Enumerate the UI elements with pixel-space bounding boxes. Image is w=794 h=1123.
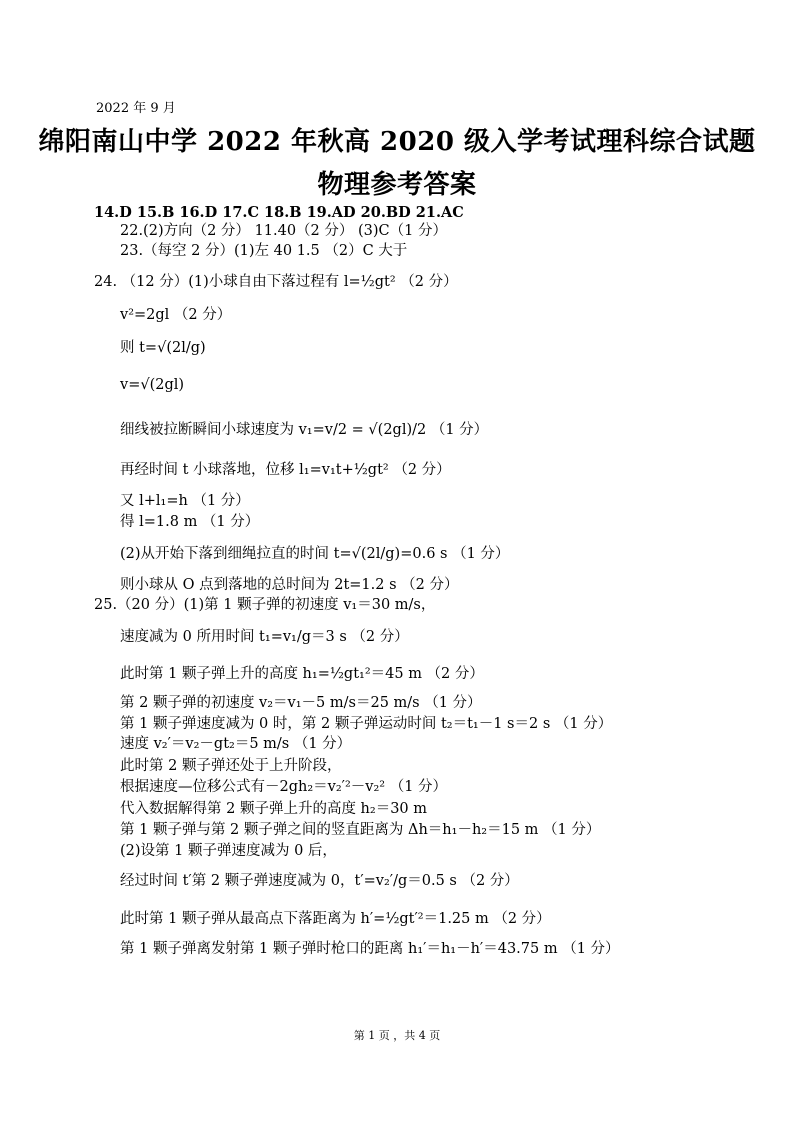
q25-line: 第 1 颗子弹速度减为 0 时，第 2 颗子弹运动时间 t₂＝t₁－1 s＝2 s （1 分）	[120, 716, 613, 732]
exam-title: 绵阳南山中学 2022 年秋高 2020 级入学考试理科综合试题	[38, 127, 756, 157]
q25-line: (2)设第 1 颗子弹速度减为 0 后，	[120, 843, 337, 859]
q25-line: 速度 v₂′＝v₂－gt₂＝5 m/s （1 分）	[120, 736, 352, 752]
q24-line: 细线被拉断瞬间小球速度为 v₁=v/2 = √(2gl)/2 （1 分）	[120, 422, 489, 438]
q25-line: 速度减为 0 所用时间 t₁=v₁/g＝3 s （2 分）	[120, 629, 409, 645]
q25-line: 此时第 1 颗子弹从最高点下落距离为 h′=½gt′²＝1.25 m （2 分）	[120, 911, 551, 927]
exam-date: 2022 年 9 月	[96, 101, 176, 116]
q24-line: (2)从开始下落到细绳拉直的时间 t=√(2l/g)=0.6 s （1 分）	[120, 546, 510, 562]
q24-line: 再经时间 t 小球落地，位移 l₁=v₁t+½gt² （2 分）	[120, 462, 451, 478]
q24-line: 得 l=1.8 m （1 分）	[120, 514, 260, 530]
q24-line: v=√(2gl)	[120, 377, 185, 393]
q25-line: 此时第 2 颗子弹还处于上升阶段，	[120, 758, 342, 774]
page-number: 第 1 页 ，共 4 页	[353, 1029, 441, 1042]
q25-line: 第 1 颗子弹离发射第 1 颗子弹时枪口的距离 h₁′＝h₁－h′＝43.75 m （1 分）	[120, 941, 620, 957]
q24-line: 则 t=√(2l/g)	[120, 340, 206, 356]
q25-line: 25.（20 分）(1)第 1 颗子弹的初速度 v₁＝30 m/s，	[94, 597, 436, 613]
q25-line: 代入数据解得第 2 颗子弹上升的高度 h₂＝30 m	[120, 801, 428, 817]
q25-line: 第 1 颗子弹与第 2 颗子弹之间的竖直距离为 Δh＝h₁－h₂＝15 m （1 分）	[120, 822, 601, 838]
q22-answer: 22.(2)方向（2 分） 11.40（2 分） (3)C（1 分）	[120, 223, 447, 239]
q24-line: 又 l+l₁=h （1 分）	[120, 493, 250, 509]
q25-line: 第 2 颗子弹的初速度 v₂＝v₁－5 m/s＝25 m/s （1 分）	[120, 695, 482, 711]
exam-subtitle: 物理参考答案	[317, 170, 477, 200]
q24-line: 24. （12 分）(1)小球自由下落过程有 l=½gt² （2 分）	[94, 274, 458, 290]
q23-answer: 23.（每空 2 分）(1)左 40 1.5 （2）C 大于	[120, 243, 408, 259]
q24-line: v²=2gl （2 分）	[120, 307, 232, 323]
q25-line: 此时第 1 颗子弹上升的高度 h₁=½gt₁²＝45 m （2 分）	[120, 666, 484, 682]
mc-answers: 14.D 15.B 16.D 17.C 18.B 19.AD 20.BD 21.AC	[94, 204, 464, 221]
q24-line: 则小球从 O 点到落地的总时间为 2t=1.2 s （2 分）	[120, 577, 459, 593]
q25-line: 经过时间 t′第 2 颗子弹速度减为 0，t′=v₂′/g＝0.5 s （2 分）	[120, 873, 519, 889]
q25-line: 根据速度—位移公式有－2gh₂＝v₂′²－v₂² （1 分）	[120, 779, 448, 795]
